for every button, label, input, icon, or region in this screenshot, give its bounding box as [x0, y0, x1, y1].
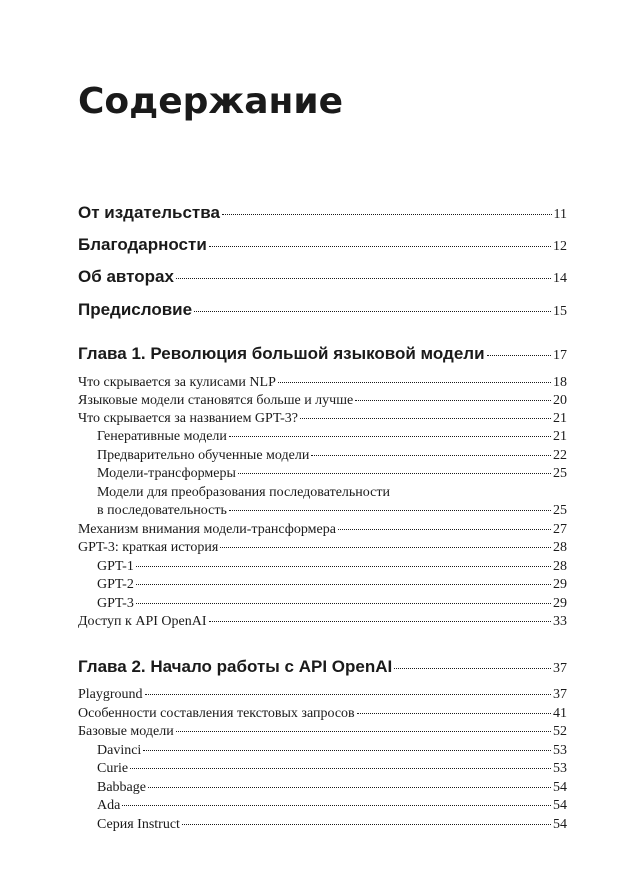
toc-leader-dots	[220, 547, 551, 548]
toc-leader-dots	[143, 750, 551, 751]
toc-entry[interactable]	[78, 393, 567, 409]
toc-leader-dots	[176, 731, 551, 732]
toc-entry[interactable]	[97, 780, 567, 796]
toc-entry-title-line: Модели для преобразования последовательности	[97, 485, 390, 500]
toc-entry-title: Глава 1. Революция большой языковой модели	[78, 344, 485, 363]
toc-entry[interactable]	[97, 817, 567, 833]
toc-entry-title: GPT-1	[97, 559, 134, 574]
toc-entry-title: GPT-2	[97, 577, 134, 592]
toc-leader-dots	[209, 246, 551, 247]
toc-page-number: 20	[553, 393, 567, 408]
toc-entry-chapter-2[interactable]	[78, 657, 567, 677]
toc-page-number: 52	[553, 724, 567, 739]
toc-entry-title: Особенности составления текстовых запросов	[78, 706, 355, 721]
toc-entry[interactable]	[97, 577, 567, 593]
toc-leader-dots	[300, 418, 551, 419]
toc-leader-dots	[148, 787, 551, 788]
toc-entry-title: Языковые модели становятся больше и лучше	[78, 393, 354, 408]
toc-entry-publisher[interactable]	[78, 203, 567, 223]
toc-entry[interactable]	[97, 559, 567, 575]
toc-entry-title: Модели-трансформеры	[97, 466, 236, 481]
toc-page-number: 14	[553, 271, 567, 286]
toc-entry-authors[interactable]	[78, 267, 567, 287]
toc-page-number: 29	[553, 596, 567, 611]
toc-leader-dots	[278, 382, 551, 383]
toc-page-number: 21	[553, 429, 567, 444]
toc-entry[interactable]	[78, 540, 567, 556]
toc-leader-dots	[357, 713, 551, 714]
toc-page-number: 41	[553, 706, 567, 721]
toc-entry[interactable]	[97, 466, 567, 482]
toc-entry-title-continuation: в последовательность	[97, 503, 227, 518]
toc-entry-title: Предварительно обученные модели	[97, 448, 310, 463]
toc-page-number: 37	[553, 661, 567, 676]
toc-page-number: 11	[553, 207, 567, 222]
toc-leader-dots	[136, 584, 551, 585]
toc-page-number: 54	[553, 780, 567, 795]
toc-page-number: 22	[553, 448, 567, 463]
toc-entry-title: Предисловие	[78, 300, 193, 319]
toc-entry[interactable]	[97, 743, 567, 759]
toc-leader-dots	[487, 355, 551, 356]
toc-entry[interactable]	[78, 706, 567, 722]
toc-entry[interactable]	[78, 522, 567, 538]
toc-leader-dots	[338, 529, 551, 530]
toc-page-number: 53	[553, 761, 567, 776]
toc-entry-title: Babbage	[97, 780, 146, 795]
toc-entry-chapter-1[interactable]	[78, 344, 567, 364]
toc-leader-dots	[311, 455, 551, 456]
toc-entry-preface[interactable]	[78, 300, 567, 320]
toc-leader-dots	[229, 510, 551, 511]
toc-entry-title: Доступ к API OpenAI	[78, 614, 207, 629]
toc-page-number: 28	[553, 559, 567, 574]
toc-entry[interactable]	[78, 411, 567, 427]
toc-entry-title: От издательства	[78, 203, 220, 222]
toc-page-number: 17	[553, 348, 567, 363]
toc-entry[interactable]	[78, 375, 567, 391]
toc-leader-dots	[176, 278, 551, 279]
toc-entry-title: Что скрывается за названием GPT-3?	[78, 411, 298, 426]
toc-page-number: 12	[553, 239, 567, 254]
toc-entry-title: Davinci	[97, 743, 142, 758]
toc-entry-title: Серия Instruct	[97, 817, 180, 832]
toc-entry-title: Playground	[78, 687, 143, 702]
toc-entry[interactable]	[97, 798, 567, 814]
toc-entry-title: Механизм внимания модели-трансформера	[78, 522, 336, 537]
toc-leader-dots	[229, 436, 551, 437]
toc-page-number: 27	[553, 522, 567, 537]
toc-entry-title: Ada	[97, 798, 121, 813]
toc-entry-title: Глава 2. Начало работы с API OpenAI	[78, 657, 393, 676]
toc-entry[interactable]	[78, 614, 567, 630]
toc-entry-title: Генеративные модели	[97, 429, 227, 444]
toc-page-number: 53	[553, 743, 567, 758]
toc-leader-dots	[194, 311, 551, 312]
toc-leader-dots	[355, 400, 551, 401]
toc-page-number: 25	[553, 503, 567, 518]
toc-entry[interactable]	[97, 448, 567, 464]
toc-entry-title: GPT-3	[97, 596, 134, 611]
toc-entry-title: Благодарности	[78, 235, 207, 254]
toc-page-number: 21	[553, 411, 567, 426]
toc-entry[interactable]	[78, 687, 567, 703]
toc-entry-title: Базовые модели	[78, 724, 174, 739]
toc-entry[interactable]	[97, 429, 567, 445]
toc-page-number: 15	[553, 304, 567, 319]
toc-entry[interactable]	[78, 724, 567, 740]
toc-entry-title: Что скрывается за кулисами NLP	[78, 375, 276, 390]
toc-entry-title: Curie	[97, 761, 129, 776]
toc-entry-title: Об авторах	[78, 267, 174, 286]
toc-entry-acknowledgements[interactable]	[78, 235, 567, 255]
toc-entry[interactable]	[97, 761, 567, 777]
toc-leader-dots	[394, 668, 551, 669]
toc-leader-dots	[122, 805, 551, 806]
toc-page-number: 33	[553, 614, 567, 629]
toc-page-number: 54	[553, 798, 567, 813]
toc-entry[interactable]	[97, 503, 567, 519]
toc-leader-dots	[130, 768, 551, 769]
toc-leader-dots	[238, 473, 551, 474]
toc-leader-dots	[209, 621, 552, 622]
toc-leader-dots	[136, 566, 551, 567]
toc-page-number: 37	[553, 687, 567, 702]
toc-leader-dots	[182, 824, 551, 825]
toc-leader-dots	[145, 694, 551, 695]
page-title: Содержание	[78, 81, 344, 122]
toc-page-number: 54	[553, 817, 567, 832]
toc-page-number: 25	[553, 466, 567, 481]
toc-leader-dots	[222, 214, 552, 215]
toc-page-number: 28	[553, 540, 567, 555]
toc-entry-title: GPT-3: краткая история	[78, 540, 219, 555]
toc-page-number: 29	[553, 577, 567, 592]
toc-entry[interactable]	[97, 596, 567, 612]
toc-leader-dots	[136, 603, 551, 604]
toc-page-number: 18	[553, 375, 567, 390]
